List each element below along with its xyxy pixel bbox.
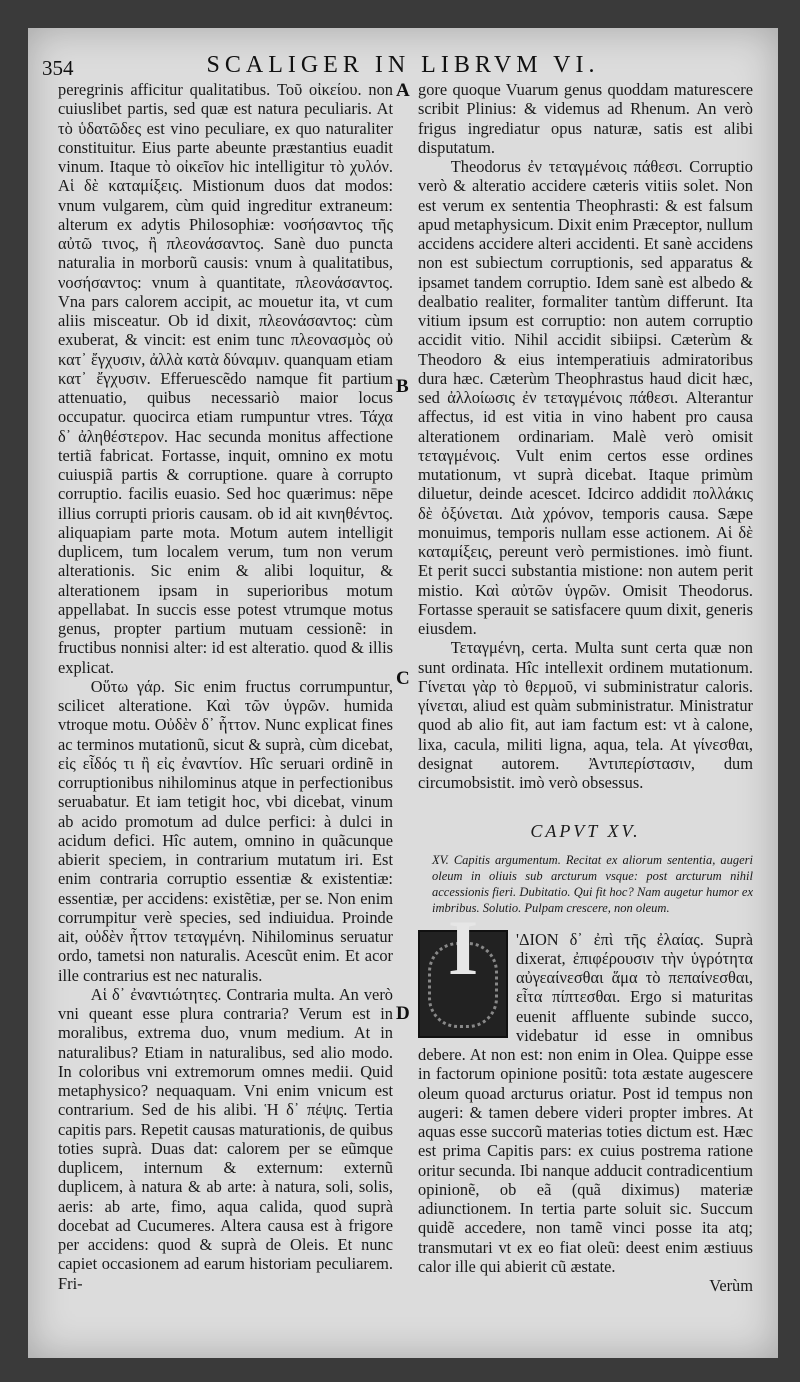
margin-letter-a: A <box>396 80 410 101</box>
right-paragraph-3: Τεταγμένη, certa. Multa sunt certa quæ non sunt ordinata. Hîc intellexit ordinem mutationum. Γίνεται γὰρ τὸ θερμοῦ, vi subministratur caloris. γίνεται, aliud est quàm subministratur. Ministratur quod ab alio fit, aut iam factum est: vt à calone, lixa, cacula, militi ligna, aqua, tela. At γίνεσθαι, designat autorem. Ἀντιπερίστασιν, dum circumobsistit. imò verò obsessus. <box>418 638 753 792</box>
left-paragraph-3: Αἱ δ᾽ ἐναντιώτητες. Contraria multa. An verò vni queant esse plura contraria? Verum est in moralibus, extrema duo, vnum medium. At in naturalibus? Etiam in naturalibus, sed alio modo. In coloribus vni extremorum omnes medii. Quid metaphysico? nequaquam. Vni enim vnicum est contrarium. Sed de his alibi. Ἡ δ᾽ πέψις. Tertia capitis pars. Repetit causas maturationis, de quibus toties suprà. Duas dat: calorem per se eũmque duplicem, internum & externum: externũ duplicem, à natura & ab arte: à natura, soli, solis, aeris: ab arte, fimo, aqua calida, quod suprà docebat ad Cucumeres. Altera causa est à frigore per accidens: quod & suprà de Oleis. Et nunc capiet occasionem ad earum historiam peculiarem. Fri- <box>58 984 393 1293</box>
right-paragraph-2: Theodorus ἐν τεταγμένοις πάθεσι. Corruptio verò & alteratio accidere cæteris vitiis solet. Non est verum ex sententia Theophrasti: & est falsum apud metaphysicum. Dixit enim Præceptor, nullum accidens accidere alteri accidenti. Et sanè accidens non est subiectum corruptionis, sed apparatus & ipsamet tandem corruptio. Idem sanè est albedo & dealbatio realiter, formaliter tantùm differunt. Ita vitium ipsum est corruptio: non autem corruptio accidit vitio. Nihil accidit sibiipsi. Cæterùm & Theodoro & eius intemperatiuis admiratoribus dura hæc. Cæterùm Theophrastus haud dicit hæc, sed ἀλλοίωσις ἐν τεταγμένοις πάθεσι. Alterantur affectus, id est vitia in vino habent pro causa alterationem ordinariam. Malè verò omisit τεταγμένοις. Vult enim certos esse ordines mutationum, vt suprà dicebat. Itaque primùm diluetur, deinde acescet. Idcirco addidit πολλάκις δὲ ὀξύνεται. Διὰ χρόνον, temporis causa. Sæpe monuimus, temporis nullam esse actionem. Αἱ δὲ καταμίξεις, pereunt verò permistiones. imò fiunt. Et perit succi substantia mistione: non autem perit mistio. Καὶ αὐτῶν ὑγρῶν. Omisit Theodorus. Fortasse sperauit se satisfacere quum dixit, generis eiusdem. <box>418 157 753 638</box>
margin-letter-d: D <box>396 1003 410 1024</box>
page-number: 354 <box>42 56 74 80</box>
initial-letter: I <box>447 903 479 991</box>
right-paragraph-1: gore quoque Vuarum genus quoddam maturescere scribit Plinius: & videmus ad Rhenum. An verò frigus ingrediatur opus naturæ, satis est alibi disputatum. <box>418 80 753 157</box>
left-paragraph-2: Οὕτω γάρ. Sic enim fructus corrumpuntur, scilicet alteratione. Καὶ τῶν ὑγρῶν. humida vtroque motu. Οὐδὲν δ᾽ ἧττον. Nunc explicat fines ac terminos mutationũ, sicut & suprà, cùm dicebat, εἰς εἶδός τι ἢ εἰς ἐναντίον. Hîc seruari ordinẽ in corruptionibus nihilominus atque in perfectionibus seruabatur. Et iam tetigit hoc, vbi dicebat, vinum ab acido promotum ad dulce perfici: à dulci in acidum defici. Hîc autem, omnino in quãcunque abierit speciem, in contrarium mutatum iri. Est enim contraria corruptio essentiæ & existentiæ: essentiæ, per accidens: existẽtiæ, per se. Non enim corrumpitur verè species, sed indiuidua. Proinde ait, οὐδὲν ἧττον τεταγμένη. Nihilominus seruatur ordo, tametsi non naturalis. Acescũt enim. Et acor ille contrarius est nec naturalis. <box>58 676 393 985</box>
margin-letter-c: C <box>396 668 410 689</box>
margin-letter-b: B <box>396 376 409 397</box>
chapter-title: CAPVT XV. <box>530 821 641 842</box>
running-head: SCALIGER IN LIBRVM VI. <box>206 52 600 78</box>
catchword: Verùm <box>709 1276 753 1295</box>
right-column <box>418 80 753 1295</box>
page-header <box>28 48 778 82</box>
book-page <box>28 28 778 1358</box>
chapter-text: 'ΔΙΟΝ δ᾽ ἐπὶ τῆς ἐλαίας. Suprà dixerat, ἐπιφέρουσιν τὴν ὑγρότητα αὐγεαίνεσθαι ἅμα τὸ πεπαίνεσθαι, εἶτα πίπτεσθαι. Ergo si maturitas euenit affluente subinde succo, videbatur id esse in omnibus debere. At non est: non enim in Olea. Quippe esse in factorum opinione positũ: tota æstate augescere oleum quoad arcturus oriatur. Post id tempus non augeri: & tamen debere videri propter imbres. At aquas esse succorũ materias toties dictum est. Hæc est prima Capitis pars: ex cuius postrema ratione oritur secunda. Ibi nanque adducit contradicentium opinionẽ, ob eã (quã diximus) materiæ adiunctionem. In tertia parte soluit sic. Succum quidẽ accedere, non tamẽ vinci posse ita atq; transmutari vt ex eo fiat oleũ: deest enim æstiuus calor ille qui abierit cũ æstate. <box>418 929 753 1276</box>
decorated-initial <box>418 903 508 1038</box>
chapter-argument: XV. Capitis argumentum. Recitat ex aliorum sententia, augeri oleum in oliuis sub arcturum vsque: post arcturum nihil accessionis fieri. Dubitatio. Qui fit hoc? Nam augetur humor ex imbribus. Solutio. Pulpam crescere, non oleum. <box>432 852 753 915</box>
left-paragraph-1: peregrinis afficitur qualitatibus. Τοῦ οἰκείου. non cuiuslibet partis, sed quæ est natura peculiaris. At τὸ ὑδατῶδες est vino peculiare, ex quo naturaliter constituitur. Eius parte abeunte præstantius euadit vinum. Itaque τὸ οἰκεῖον hic intelligitur τὸ χυλόν. Αἱ δὲ καταμίξεις. Mistionum duos dat modos: vnum vulgarem, cùm quid ingreditur extraneum: alterum ex adytis Philosophiæ: νοσήσαντος τῆς αὐτῶ τινος, ἢ πλεονάσαντος. Sanè duo puncta naturalia in morborũ causis: vnum à qualitatibus, νοσήσαντος: vnum à quantitate, πλεονάσαντος. Vna pars calorem accipit, ac mouetur ita, vt cum aliis misceatur. Ob id dixit, πλεονάσαντος: cùm exuberat, & vincit: est enim tunc πλεονασμὸς οὐ κατ᾽ ἔγχυσιν, ἀλλὰ κατὰ δύναμιν. quanquam etiam κατ᾽ ἔγχυσιν. Efferuescẽdo namque fit partium attenuatio, quibus necessariò maior locus occupatur. quocirca etiam rumpuntur vtres. Τάχα δ᾽ ἀληθέστερον. Hac secunda monitus affectione tertiã fabricat. Fortasse, inquit, omnino ex motu cuiuspiã partis & corruptione. quare à corrupto corruptio. facilis euasio. Sed hoc quærimus: nēpe illius corrupti prioris causam. ob id ait κινηθέντος. aliquapiam parte mota. Motum autem intelligit duplicem, tum localem verum, tum non verum alterationis. Sic enim & alibi loquitur, & alterationem ipsam in superioribus motum appellabat. In succis esse potest vtrumque motus genus, propter partium mutuam cessionẽ: in fructibus nonnisi alter: id est alteratio. quod & illis explicat. <box>58 80 393 677</box>
left-column <box>58 80 393 1293</box>
